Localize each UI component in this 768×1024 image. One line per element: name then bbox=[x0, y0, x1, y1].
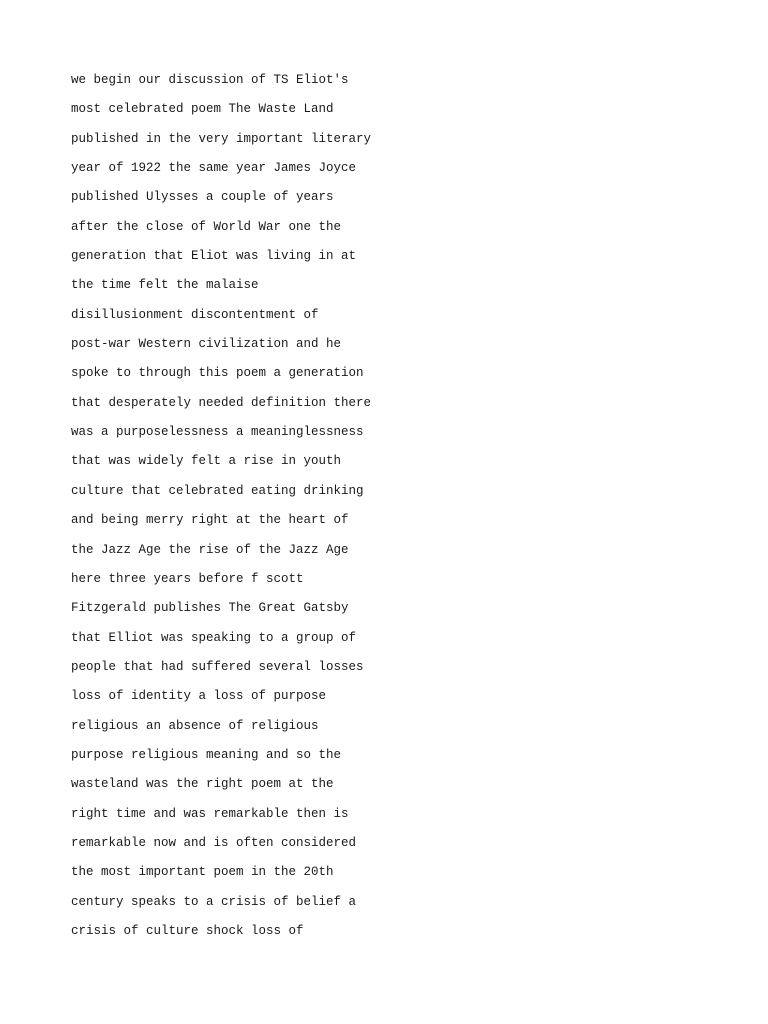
transcript-line: religious an absence of religious bbox=[71, 718, 319, 733]
transcript-line: published in the very important literary bbox=[71, 131, 372, 146]
transcript-line: Fitzgerald publishes The Great Gatsby bbox=[71, 601, 349, 616]
transcript-line: spoke to through this poem a generation bbox=[71, 366, 364, 381]
transcript-line: crisis of culture shock loss of bbox=[71, 923, 304, 938]
transcript-line: the time felt the malaise bbox=[71, 278, 259, 293]
transcript-line: after the close of World War one the bbox=[71, 219, 342, 234]
transcript-line: wasteland was the right poem at the bbox=[71, 777, 334, 792]
transcript-line: post-war Western civilization and he bbox=[71, 337, 342, 352]
transcript-line: here three years before f scott bbox=[71, 571, 304, 586]
transcript-line: that desperately needed definition there bbox=[71, 395, 372, 410]
transcript-line: century speaks to a crisis of belief a bbox=[71, 894, 357, 909]
transcript-line: that Elliot was speaking to a group of bbox=[71, 630, 357, 645]
transcript-line: we begin our discussion of TS Eliot's bbox=[71, 73, 349, 87]
transcript-line: people that had suffered several losses bbox=[71, 659, 364, 674]
transcript-line: disillusionment discontentment of bbox=[71, 307, 319, 322]
transcript-line: remarkable now and is often considered bbox=[71, 835, 357, 850]
transcript-line: the most important poem in the 20th bbox=[71, 865, 334, 880]
transcript-line: purpose religious meaning and so the bbox=[71, 747, 342, 762]
transcript-line: loss of identity a loss of purpose bbox=[71, 689, 327, 704]
transcript-line: the Jazz Age the rise of the Jazz Age bbox=[71, 542, 349, 557]
transcript-line: culture that celebrated eating drinking bbox=[71, 483, 364, 498]
transcript-line: that was widely felt a rise in youth bbox=[71, 454, 342, 469]
transcript-line: year of 1922 the same year James Joyce bbox=[71, 161, 357, 176]
transcript-line: was a purposelessness a meaninglessness bbox=[71, 425, 364, 440]
transcript-line: published Ulysses a couple of years bbox=[71, 190, 334, 205]
transcript-line: most celebrated poem The Waste Land bbox=[71, 102, 334, 117]
transcript-line: generation that Eliot was living in at bbox=[71, 249, 357, 264]
transcript-line: and being merry right at the heart of bbox=[71, 513, 349, 528]
transcript-line: right time and was remarkable then is bbox=[71, 806, 349, 821]
transcript-text bbox=[71, 68, 371, 948]
